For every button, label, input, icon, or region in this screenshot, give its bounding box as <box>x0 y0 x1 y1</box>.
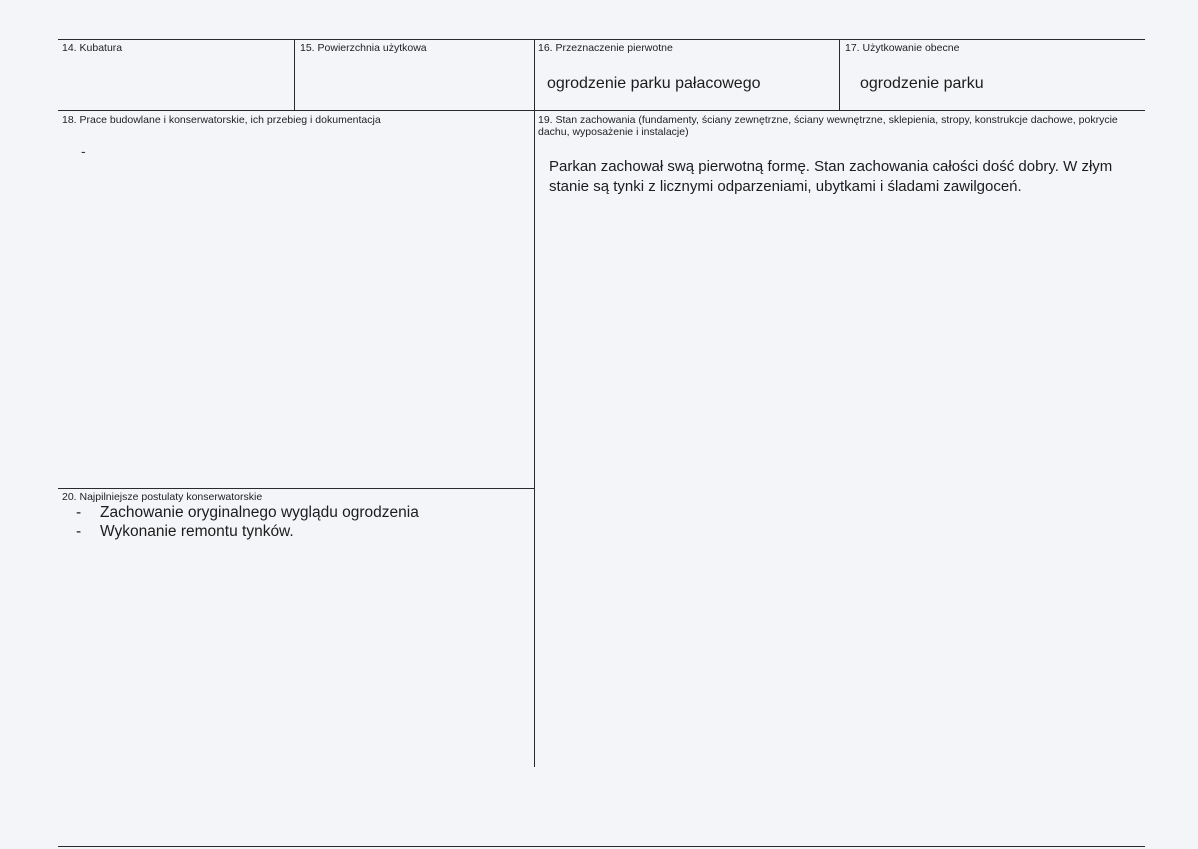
bullet-dash: - <box>76 523 82 540</box>
top-rule <box>58 39 1145 40</box>
field-18-value: - <box>81 143 86 159</box>
field-16-value: ogrodzenie parku pałacowego <box>547 75 761 92</box>
section20-rule <box>58 488 534 489</box>
field-17-label: 17. Użytkowanie obecne <box>845 42 960 54</box>
field-20-list <box>62 503 419 541</box>
list-item-text: Wykonanie remontu tynków. <box>100 523 294 540</box>
field-14-label: 14. Kubatura <box>62 42 123 54</box>
field-18-label: 18. Prace budowlane i konserwatorskie, ich przebieg i dokumentacja <box>62 114 381 126</box>
list-item-text: Zachowanie oryginalnego wyglądu ogrodzenia <box>100 504 419 521</box>
field-19-label: 19. Stan zachowania (fundamenty, ściany zewnętrzne, ściany wewnętrzne, sklepienia, stropy, konstrukcje dachowe, pokrycie dachu, wyposażenie i instalacje) <box>538 114 1118 138</box>
divider-16-17 <box>839 39 840 111</box>
divider-14-15 <box>294 39 295 111</box>
divider-15-16 <box>534 39 535 767</box>
field-19-value: Parkan zachował swą pierwotną formę. Stan zachowania całości dość dobry. W złym stanie są tynki z licznymi odparzeniami, ubytkami i śladami zawilgoceń. <box>549 158 1113 195</box>
bullet-dash: - <box>76 504 82 521</box>
field-20-label: 20. Najpilniejsze postulaty konserwatorskie <box>62 491 263 503</box>
list-item <box>62 503 419 522</box>
field-17-value: ogrodzenie parku <box>860 75 984 92</box>
field-16-label: 16. Przeznaczenie pierwotne <box>538 42 673 54</box>
bottom-rule <box>58 846 1145 847</box>
row-divider <box>58 110 1145 111</box>
list-item <box>62 522 419 541</box>
field-15-label: 15. Powierzchnia użytkowa <box>300 42 427 54</box>
